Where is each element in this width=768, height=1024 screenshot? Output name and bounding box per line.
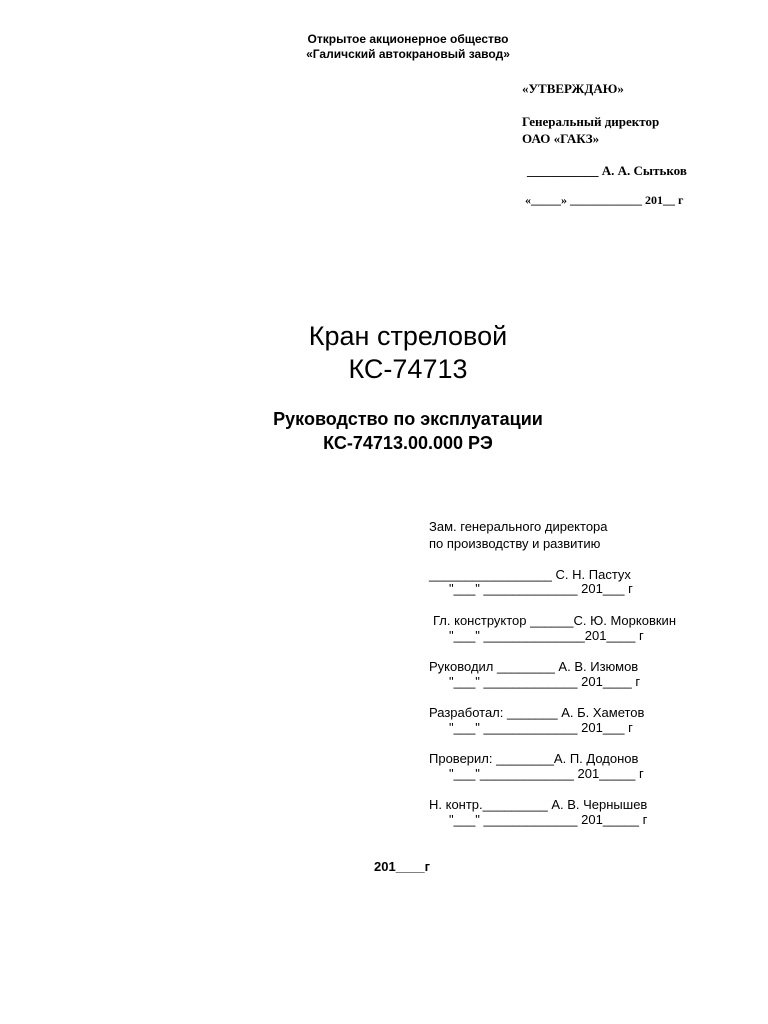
- deputy-position-line-2: по производству и развитию: [429, 536, 601, 551]
- document-title-line-1: Кран стреловой: [308, 321, 508, 351]
- chief-designer-date: "___" ______________201____ г: [449, 628, 644, 643]
- approval-signature-line: ___________ А. А. Сытьков: [527, 163, 687, 178]
- approval-date-line: «_____» ____________ 201__ г: [525, 193, 684, 207]
- deputy-signature: _________________ С. Н. Пастух: [429, 567, 631, 582]
- approval-header: «УТВЕРЖДАЮ»: [522, 81, 624, 96]
- norm-control-date: "___" _____________ 201_____ г: [449, 812, 648, 827]
- checker-signature: Проверил: ________А. П. Додонов: [429, 751, 639, 766]
- developer-signature: Разработал: _______ А. Б. Хаметов: [429, 705, 645, 720]
- document-subtitle-line-1: Руководство по эксплуатации: [273, 409, 543, 429]
- organization-line-1: Открытое акционерное общество: [307, 32, 509, 46]
- deputy-date: "___" _____________ 201___ г: [449, 581, 633, 596]
- footer-year: 201____г: [374, 859, 431, 874]
- approval-position-line-1: Генеральный директор: [522, 114, 660, 129]
- document-subtitle-line-2: КС-74713.00.000 РЭ: [323, 433, 493, 453]
- deputy-position-line-1: Зам. генерального директора: [429, 519, 608, 534]
- organization-line-2: «Галичский автокрановый завод»: [306, 47, 510, 61]
- document-title-line-2: КС-74713: [348, 354, 468, 384]
- supervisor-date: "___" _____________ 201____ г: [449, 674, 641, 689]
- approval-position-line-2: ОАО «ГАКЗ»: [522, 131, 600, 146]
- supervisor-signature: Руководил ________ А. В. Изюмов: [429, 659, 639, 674]
- developer-date: "___" _____________ 201___ г: [449, 720, 633, 735]
- norm-control-signature: Н. контр._________ А. В. Чернышев: [429, 797, 648, 812]
- checker-date: "___"_____________ 201_____ г: [449, 766, 644, 781]
- chief-designer-signature: Гл. конструктор ______С. Ю. Морковкин: [433, 613, 676, 628]
